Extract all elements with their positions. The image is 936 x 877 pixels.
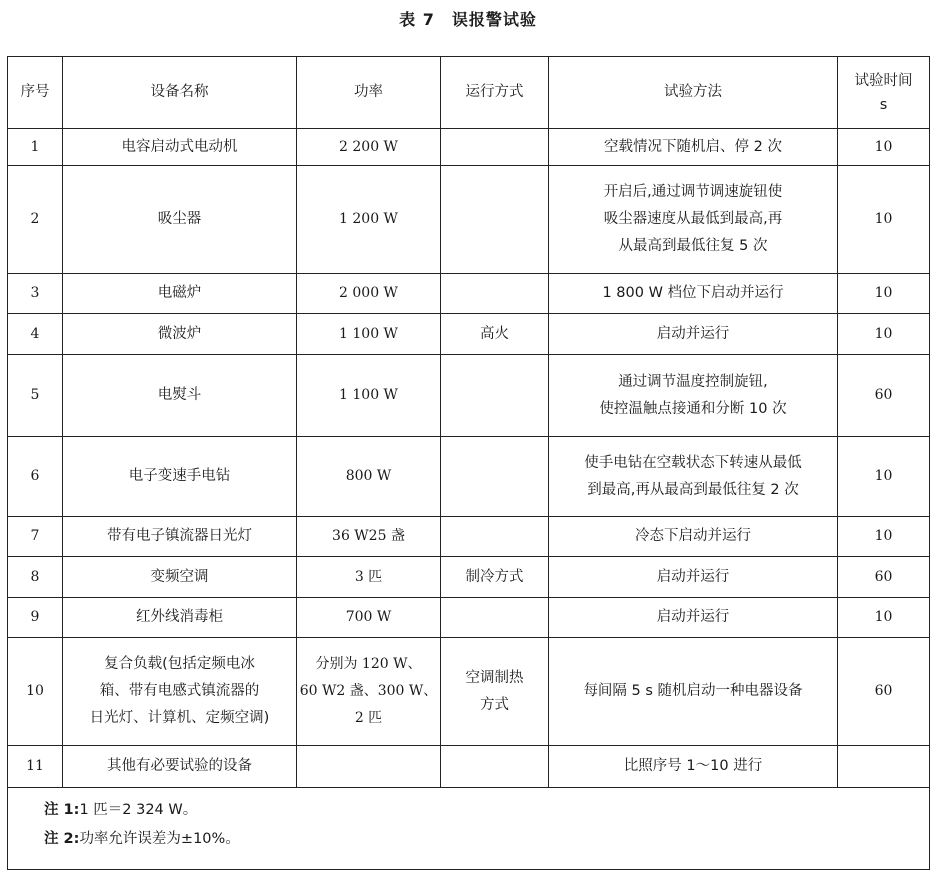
header-row [8,57,930,129]
time-cell: 10 [838,166,930,274]
device-cell: 带有电子镇流器日光灯 [63,517,297,557]
seq-cell: 10 [8,638,63,746]
seq-cell: 5 [8,355,63,437]
power-cell [297,746,441,788]
seq-cell: 3 [8,274,63,314]
seq-cell: 2 [8,166,63,274]
power-cell: 2 200 W [297,129,441,166]
device-cell: 红外线消毒柜 [63,598,297,638]
table-row [8,314,930,355]
header-power: 功率 [297,57,441,129]
header-seq: 序号 [8,57,63,129]
note-1 [44,796,929,825]
table-row [8,274,930,314]
table-row [8,746,930,788]
method-cell: 启动并运行 [549,598,838,638]
mode-cell: 制冷方式 [441,557,549,598]
table-row [8,557,930,598]
mode-cell [441,517,549,557]
notes-cell [8,788,930,870]
header-device: 设备名称 [63,57,297,129]
table-row [8,517,930,557]
power-cell: 2 000 W [297,274,441,314]
table-title: 表 7 误报警试验 [399,10,537,29]
mode-cell [441,274,549,314]
seq-cell: 9 [8,598,63,638]
table-row [8,355,930,437]
mode-cell [441,355,549,437]
time-cell: 60 [838,355,930,437]
mode-cell [441,746,549,788]
seq-cell: 1 [8,129,63,166]
mode-cell [441,166,549,274]
mode-cell [441,437,549,517]
time-cell: 10 [838,129,930,166]
device-cell: 电熨斗 [63,355,297,437]
notes-row [8,788,930,870]
method-cell: 冷态下启动并运行 [549,517,838,557]
header-mode: 运行方式 [441,57,549,129]
power-cell: 36 W25 盏 [297,517,441,557]
mode-cell [441,598,549,638]
table-row [8,166,930,274]
table-row [8,638,930,746]
power-cell: 1 200 W [297,166,441,274]
time-cell: 10 [838,437,930,517]
power-cell: 1 100 W [297,314,441,355]
device-cell: 复合负载(包括定频电冰 箱、带有电感式镇流器的 日光灯、计算机、定频空调) [63,638,297,746]
header-method: 试验方法 [549,57,838,129]
note-1-text: 1 匹＝2 324 W。 [79,802,198,818]
device-cell: 电磁炉 [63,274,297,314]
method-cell: 1 800 W 档位下启动并运行 [549,274,838,314]
table-row [8,437,930,517]
false-alarm-test-table [7,56,930,870]
device-cell: 吸尘器 [63,166,297,274]
power-cell: 3 匹 [297,557,441,598]
time-cell: 10 [838,314,930,355]
mode-cell: 高火 [441,314,549,355]
mode-cell [441,129,549,166]
method-cell: 每间隔 5 s 随机启动一种电器设备 [549,638,838,746]
mode-cell: 空调制热 方式 [441,638,549,746]
method-cell: 启动并运行 [549,557,838,598]
note-2-prefix: 注 2: [44,831,80,847]
time-cell: 60 [838,557,930,598]
header-time: 试验时间 s [838,57,930,129]
method-cell: 开启后,通过调节调速旋钮使 吸尘器速度从最低到最高,再 从最高到最低往复 5 次 [549,166,838,274]
seq-cell: 4 [8,314,63,355]
method-cell: 比照序号 1～10 进行 [549,746,838,788]
power-cell: 1 100 W [297,355,441,437]
method-cell: 空载情况下随机启、停 2 次 [549,129,838,166]
power-cell: 分别为 120 W、 60 W2 盏、300 W、 2 匹 [297,638,441,746]
power-cell: 700 W [297,598,441,638]
seq-cell: 11 [8,746,63,788]
method-cell: 使手电钻在空载状态下转速从最低 到最高,再从最高到最低往复 2 次 [549,437,838,517]
time-cell [838,746,930,788]
note-1-prefix: 注 1: [44,802,80,818]
device-cell: 电子变速手电钻 [63,437,297,517]
time-cell: 10 [838,517,930,557]
method-cell: 启动并运行 [549,314,838,355]
time-cell: 10 [838,274,930,314]
table-row [8,598,930,638]
device-cell: 变频空调 [63,557,297,598]
power-cell: 800 W [297,437,441,517]
seq-cell: 8 [8,557,63,598]
note-2 [44,825,929,854]
note-2-text: 功率允许误差为±10%。 [79,831,240,847]
time-cell: 10 [838,598,930,638]
device-cell: 其他有必要试验的设备 [63,746,297,788]
device-cell: 电容启动式电动机 [63,129,297,166]
seq-cell: 6 [8,437,63,517]
method-cell: 通过调节温度控制旋钮, 使控温触点接通和分断 10 次 [549,355,838,437]
time-cell: 60 [838,638,930,746]
table-row [8,129,930,166]
seq-cell: 7 [8,517,63,557]
device-cell: 微波炉 [63,314,297,355]
